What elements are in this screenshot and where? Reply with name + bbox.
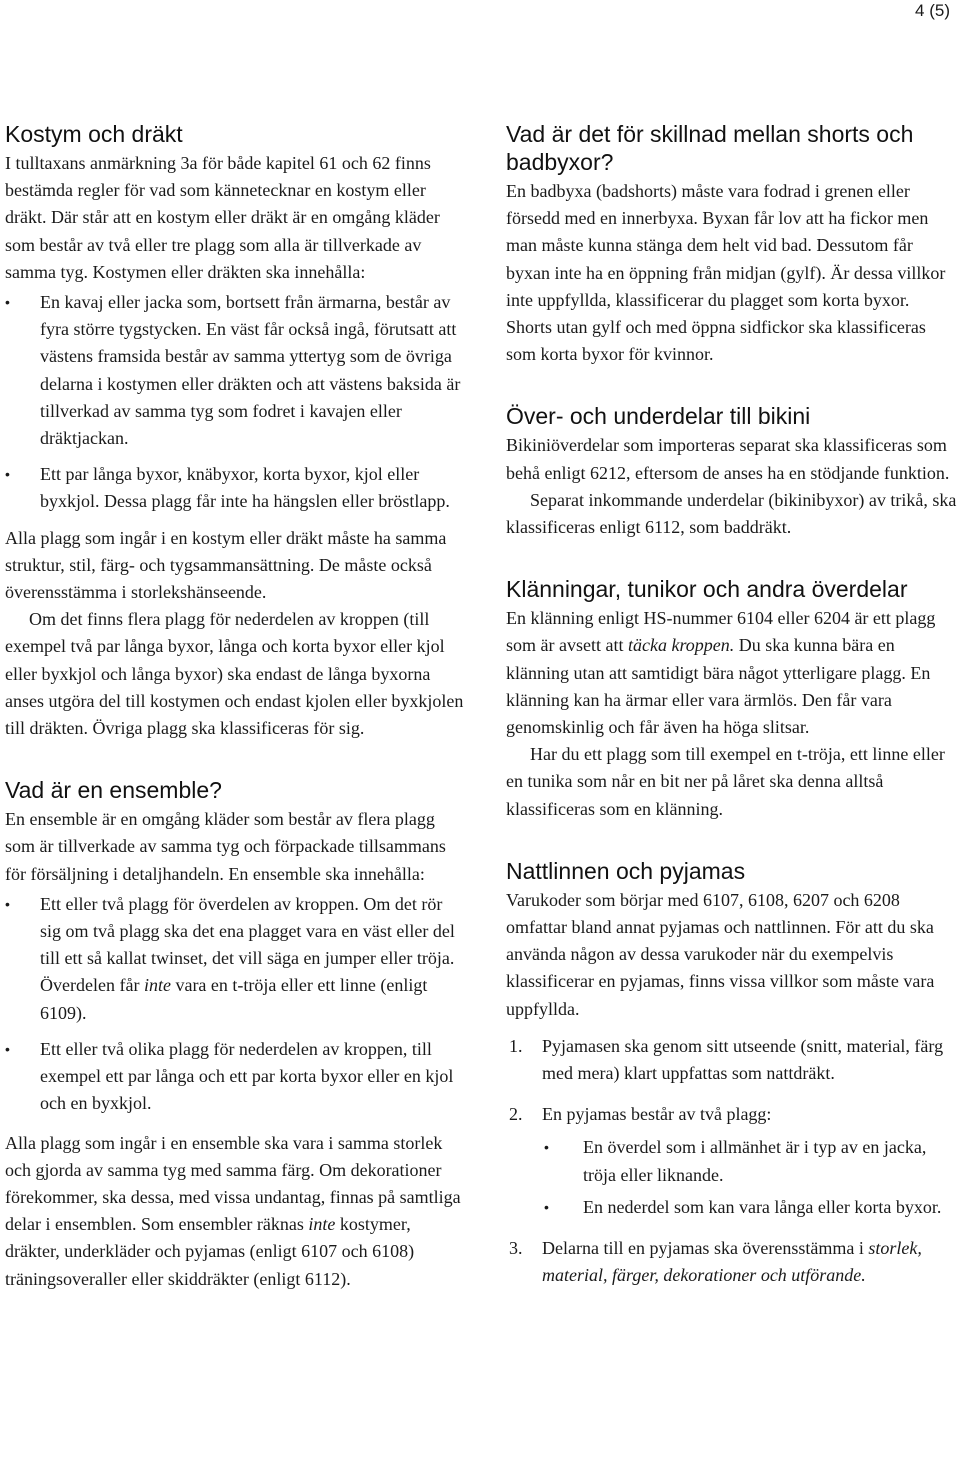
klanningar-para-1 <box>506 605 958 741</box>
list-number: 2. <box>509 1104 523 1125</box>
kostym-para-1: Alla plagg som ingår i en kostym eller dräkt måste ha samma struktur, stil, färg- och tygsammansättning. De måste också överensstämma i storlekshänseende. <box>5 527 447 603</box>
ensemble-para <box>5 1130 465 1293</box>
list-number: 3. <box>509 1238 523 1259</box>
emphasis: täcka kroppen. <box>627 635 735 656</box>
heading-kostym: Kostym och dräkt <box>5 121 183 147</box>
section-shorts <box>506 120 958 368</box>
bikini-para-2: Separat inkommande underdelar (bikinibyxor) av trikå, ska klassificeras enligt 6112, som baddräkt. <box>506 489 957 538</box>
shorts-para: En badbyxa (badshorts) måste vara fodrad i grenen eller försedd med en innerbyxa. Byxan får lov att ha fickor men man måste kunna stänga dem helt vid bad. Dessutom får byxan inte ha en öppning från midjan (gylf). Är dessa villkor inte uppfyllda, klassificerar du plagget som korta byxor. Shorts utan gylf och med öppna sidfickor ska klassificeras som korta byxor för kvinnor. <box>506 181 946 365</box>
text-run: vara en t-tröja eller ett linne (enligt 6109). <box>40 975 428 1023</box>
text-run: En klänning enligt HS-nummer 6104 eller 6204 är ett plagg som är avsett att <box>506 608 936 656</box>
kostym-para-2: Om det finns flera plagg för nederdelen av kroppen (till exempel två par långa byxor, långa och korta byxor eller kjol eller byxkjol och långa byxor) ska endast de långa byxorna anses utgöra del till kostymen och endast kjolen eller byxkjolen till dräkten. Övriga plagg ska klassificeras för sig. <box>5 609 464 739</box>
emphasis: inte <box>308 1214 336 1235</box>
text-run: Delarna till en pyjamas ska överensstämma i <box>542 1238 869 1259</box>
section-ensemble <box>5 776 465 1292</box>
text-run: kostymer, dräkter, underkläder och pyjamas (enligt 6107 och 6108) träningsoveraller eller skiddräkter (enligt 6112). <box>5 1214 415 1289</box>
list-item <box>506 1235 958 1289</box>
list-item: • En nederdel som kan vara långa eller korta byxor. <box>542 1194 958 1221</box>
text-run: Alla plagg som ingår i en ensemble ska vara i samma storlek och gjorda av samma tyg med samma färg. Om dekorationer förekommer, ska dessa, med vissa undantag, finnas på samtliga delar i ensemblen. Som ensembler räknas <box>5 1132 461 1235</box>
ensemble-intro: En ensemble är en omgång kläder som består av flera plagg som är tillverkade av samma tyg och förpackade tillsammans för försäljning i detaljhandeln. En ensemble ska innehålla: <box>5 809 446 884</box>
left-column <box>5 120 465 1293</box>
section-klanningar <box>506 575 958 823</box>
list-item <box>5 891 465 1027</box>
kostym-bullets <box>5 289 465 516</box>
pyjamas-list <box>506 1033 958 1290</box>
list-item: • Ett par långa byxor, knäbyxor, korta byxor, kjol eller byxkjol. Dessa plagg får inte ha hängslen eller bröstlapp. <box>5 461 465 515</box>
page-number: 4 (5) <box>915 1 950 20</box>
list-item <box>506 1101 958 1221</box>
heading-ensemble: Vad är en ensemble? <box>5 777 222 804</box>
section-pyjamas <box>506 857 958 1290</box>
list-item: • En kavaj eller jacka som, bortsett från ärmarna, består av fyra större tygstycken. En väst får också ingå, förutsatt att västens framsida består av samma yttertyg som de övriga delarna i kostymen eller dräkten och att västens baksida är tillverkad av samma tyg som fodret i kavajen eller dräktjackan. <box>5 289 465 452</box>
right-column <box>506 120 958 1304</box>
kostym-intro: I tulltaxans anmärkning 3a för både kapitel 61 och 62 finns bestämda regler för vad som kännetecknar en kostym eller dräkt. Där står att en kostym eller dräkt är en omgång kläder som består av två eller tre plagg som alla är tillverkade av samma tyg. Kostymen eller dräkten ska innehålla: <box>5 153 440 282</box>
heading-klanningar: Klänningar, tunikor och andra överdelar <box>506 576 908 603</box>
section-bikini <box>506 402 958 541</box>
list-item <box>506 1033 958 1087</box>
list-item: • Ett eller två olika plagg för nederdelen av kroppen, till exempel ett par långa och ett par korta byxor eller en kjol och en byxkjol. <box>5 1036 465 1118</box>
heading-shorts: Vad är det för skillnad mellan shorts och badbyxor? <box>506 121 914 175</box>
text-run: En pyjamas består av två plagg: <box>542 1104 772 1125</box>
text-run: Pyjamasen ska genom sitt utseende (snitt, material, färg med mera) klart uppfattas som nattdräkt. <box>542 1035 944 1084</box>
text-run: Ett eller två plagg för överdelen av kroppen. Om det rör sig om två plagg ska det ena plagget vara en väst eller del till ett så kallat twinset, det vill säga en jumper eller tröja. Överdelen får <box>40 893 455 996</box>
list-number: 1. <box>509 1035 523 1056</box>
text-run: Du ska kunna bära en klänning utan att samtidigt bära något ytterligare plagg. En klänning kan ha ärmar eller vara ärmlös. Den får vara genomskinlig och får även ha höga slitsar. <box>506 635 931 738</box>
pyjamas-sub-bullets <box>542 1134 958 1221</box>
klanningar-para-2: Har du ett plagg som till exempel en t-tröja, ett linne eller en tunika som når en bit ner på låret ska denna alltså klassificeras som en klänning. <box>506 744 945 819</box>
heading-pyjamas: Nattlinnen och pyjamas <box>506 857 746 884</box>
emphasis: storlek, material, färger, dekorationer och utförande. <box>542 1238 922 1286</box>
emphasis: inte <box>143 975 171 996</box>
section-kostym <box>5 120 465 742</box>
bikini-para-1: Bikiniöverdelar som importeras separat ska klassificeras som behå enligt 6212, eftersom de anses ha en stödjande funktion. <box>506 435 950 483</box>
ensemble-bullets <box>5 891 465 1118</box>
pyjamas-intro: Varukoder som börjar med 6107, 6108, 6207 och 6208 omfattar bland annat pyjamas och nattlinnen. För att du ska använda någon av dessa varukoder när du exempelvis klassificerar en pyjamas, finns vissa villkor som måste vara uppfyllda. <box>506 889 935 1019</box>
list-item: • En överdel som i allmänhet är i typ av en jacka, tröja eller liknande. <box>542 1134 958 1188</box>
heading-bikini: Över- och underdelar till bikini <box>506 403 811 430</box>
